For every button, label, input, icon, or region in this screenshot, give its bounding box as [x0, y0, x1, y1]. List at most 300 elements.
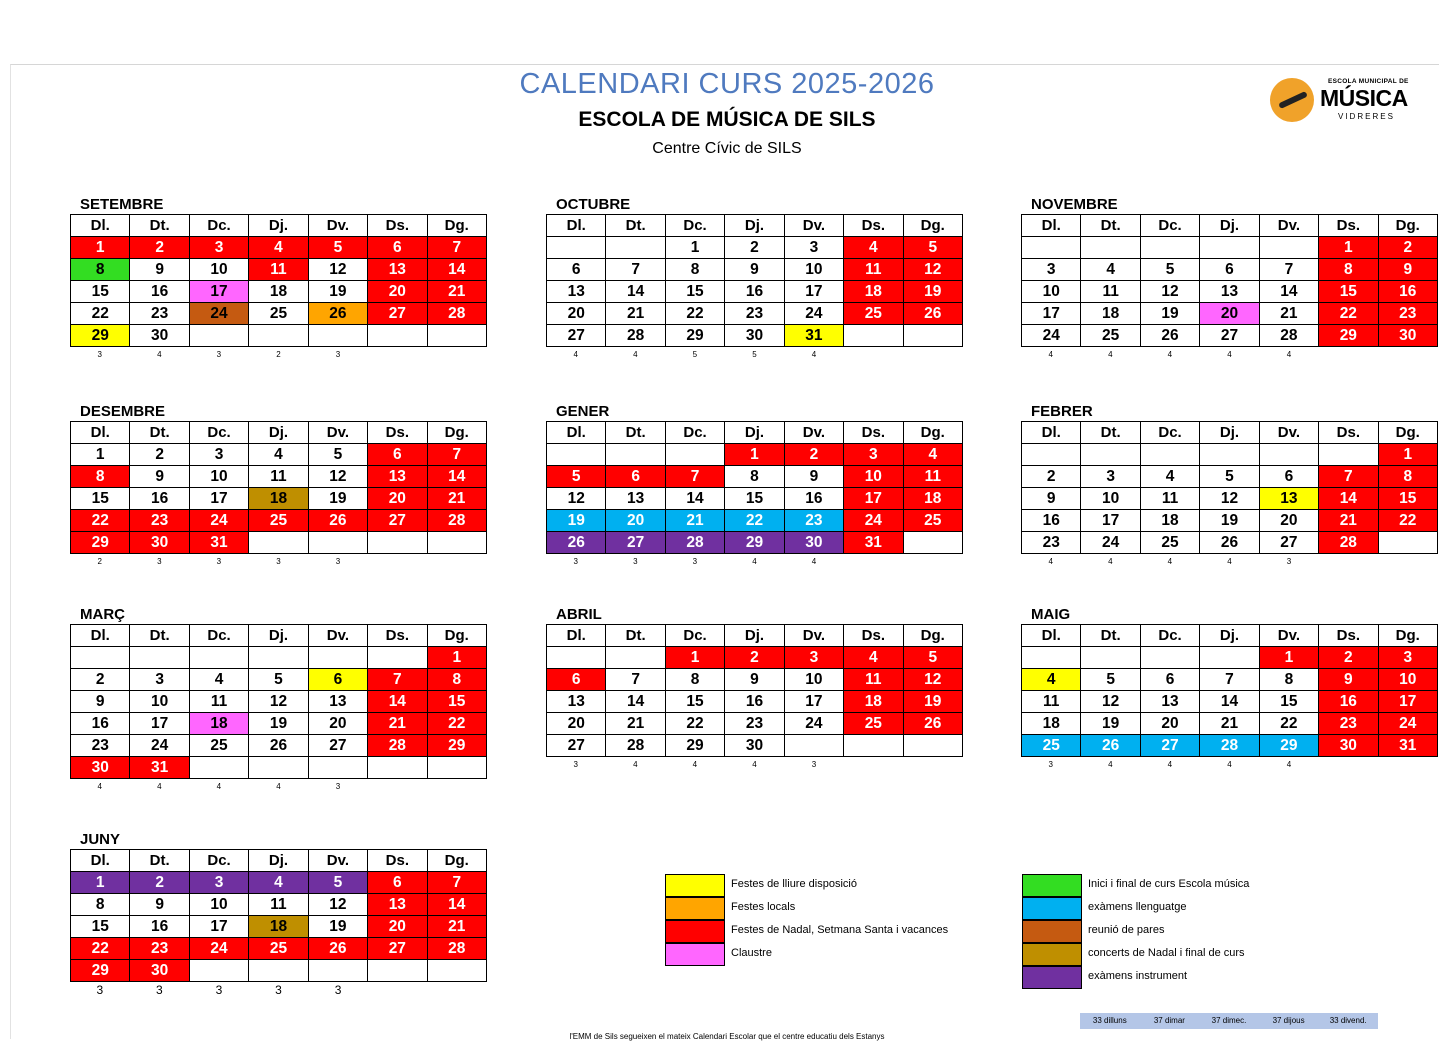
day-cell: 10 [1022, 281, 1081, 303]
day-cell: 24 [1081, 532, 1140, 554]
month-octubre [546, 195, 964, 363]
weekday-header: Dv. [308, 215, 367, 237]
day-cell: 16 [130, 488, 189, 510]
empty-cell [71, 647, 130, 669]
day-cell: 27 [1140, 735, 1199, 757]
week-row [71, 669, 487, 691]
day-cell: 7 [1200, 669, 1259, 691]
weekday-count: 4 [752, 557, 757, 566]
week-row [1022, 281, 1438, 303]
day-cell: 28 [1200, 735, 1259, 757]
day-cell: 7 [427, 237, 486, 259]
day-cell: 24 [130, 735, 189, 757]
day-cell: 23 [725, 303, 784, 325]
weekday-counts [70, 347, 487, 363]
weekday-count [368, 554, 428, 570]
week-row [547, 281, 963, 303]
weekday-header: Dl. [547, 215, 606, 237]
day-cell: 24 [844, 510, 903, 532]
day-cell: 4 [249, 237, 308, 259]
weekday-count [1319, 757, 1379, 773]
week-row [71, 237, 487, 259]
day-cell: 2 [130, 444, 189, 466]
day-cell: 3 [1378, 647, 1437, 669]
weekday-count: 3 [97, 350, 102, 359]
legend-item [1022, 920, 1352, 943]
day-cell: 8 [71, 894, 130, 916]
weekday-header: Dg. [903, 215, 962, 237]
day-cell: 21 [427, 281, 486, 303]
day-cell: 1 [71, 237, 130, 259]
day-cell: 12 [903, 669, 962, 691]
weekday-header: Dj. [249, 625, 308, 647]
month-name: OCTUBRE [556, 196, 631, 213]
empty-cell [1081, 237, 1140, 259]
weekday-totals [1080, 1013, 1378, 1029]
day-cell: 9 [1319, 669, 1378, 691]
legend-item [1022, 943, 1352, 966]
day-cell: 15 [71, 281, 130, 303]
day-cell: 9 [71, 691, 130, 713]
day-cell: 20 [1259, 510, 1318, 532]
legend-item [1022, 966, 1352, 989]
day-cell: 11 [1022, 691, 1081, 713]
day-cell: 9 [1022, 488, 1081, 510]
weekday-count: 2 [276, 350, 281, 359]
week-row [547, 713, 963, 735]
empty-cell [1259, 444, 1318, 466]
day-cell: 6 [308, 669, 367, 691]
day-cell: 20 [368, 916, 427, 938]
day-cell: 27 [308, 735, 367, 757]
empty-cell [903, 532, 962, 554]
day-cell: 12 [308, 894, 367, 916]
legend-swatch [665, 943, 725, 966]
day-cell: 28 [606, 325, 665, 347]
week-row [547, 488, 963, 510]
legend-item [1022, 897, 1352, 920]
logo-line-3: VIDRERES [1338, 112, 1395, 121]
legend-swatch [1022, 897, 1082, 920]
weekday-header: Ds. [368, 625, 427, 647]
day-cell: 20 [368, 488, 427, 510]
month-desembre [70, 402, 488, 570]
weekday-count: 4 [97, 782, 102, 791]
empty-cell [249, 532, 308, 554]
day-cell: 29 [1319, 325, 1378, 347]
month-maig [1021, 605, 1439, 773]
empty-cell [368, 532, 427, 554]
week-row [71, 938, 487, 960]
weekday-count [844, 347, 904, 363]
week-row [1022, 735, 1438, 757]
day-cell: 15 [1319, 281, 1378, 303]
empty-cell [1081, 647, 1140, 669]
weekday-header: Ds. [368, 422, 427, 444]
day-cell: 20 [547, 303, 606, 325]
day-cell: 16 [1378, 281, 1437, 303]
day-cell: 21 [1259, 303, 1318, 325]
week-row [71, 325, 487, 347]
day-cell: 25 [903, 510, 962, 532]
empty-cell [1200, 444, 1259, 466]
day-cell: 5 [308, 237, 367, 259]
week-row [547, 691, 963, 713]
day-cell: 14 [1319, 488, 1378, 510]
day-cell: 14 [427, 259, 486, 281]
weekday-count: 4 [573, 350, 578, 359]
day-cell: 26 [547, 532, 606, 554]
week-row [71, 872, 487, 894]
day-cell: 23 [1319, 713, 1378, 735]
weekday-count: 3 [573, 557, 578, 566]
day-cell: 20 [606, 510, 665, 532]
day-cell: 7 [665, 466, 724, 488]
day-cell: 6 [547, 259, 606, 281]
day-cell: 15 [1259, 691, 1318, 713]
day-cell: 17 [844, 488, 903, 510]
day-cell: 28 [427, 938, 486, 960]
week-row [1022, 691, 1438, 713]
weekday-count: 4 [692, 760, 698, 769]
day-cell: 11 [1140, 488, 1199, 510]
weekday-counts [70, 982, 487, 998]
weekday-header: Dg. [1378, 625, 1437, 647]
weekday-header: Dv. [308, 625, 367, 647]
day-cell: 24 [1378, 713, 1437, 735]
weekday-header: Dj. [249, 850, 308, 872]
week-row [1022, 647, 1438, 669]
weekday-counts [546, 554, 963, 570]
day-cell: 3 [189, 872, 248, 894]
day-cell: 10 [189, 466, 248, 488]
day-cell: 15 [71, 488, 130, 510]
school-logo [1270, 76, 1430, 126]
weekday-header: Ds. [368, 215, 427, 237]
weekday-count [1378, 347, 1438, 363]
empty-cell [368, 960, 427, 982]
day-cell: 1 [71, 444, 130, 466]
empty-cell [1200, 647, 1259, 669]
month-name: NOVEMBRE [1031, 196, 1118, 213]
week-row [1022, 532, 1438, 554]
empty-cell [844, 735, 903, 757]
day-cell: 21 [665, 510, 724, 532]
empty-cell [903, 735, 962, 757]
week-row [1022, 325, 1438, 347]
day-cell: 1 [1319, 237, 1378, 259]
empty-cell [189, 757, 248, 779]
week-row [71, 510, 487, 532]
month-table [1021, 624, 1438, 757]
weekday-total: 33 divend. [1329, 1016, 1367, 1025]
day-cell: 13 [606, 488, 665, 510]
month-febrer [1021, 402, 1439, 570]
empty-cell [903, 325, 962, 347]
day-cell: 29 [427, 735, 486, 757]
day-cell: 18 [844, 281, 903, 303]
weekday-header: Dc. [1140, 215, 1199, 237]
day-cell: 26 [308, 938, 367, 960]
day-cell: 19 [308, 281, 367, 303]
weekday-count [844, 757, 904, 773]
month-table [546, 214, 963, 347]
day-cell: 24 [189, 510, 248, 532]
weekday-count: 4 [1167, 557, 1173, 566]
weekday-count: 4 [157, 350, 162, 359]
logo-line-2: MÚSICA [1320, 85, 1408, 111]
weekday-count [844, 554, 904, 570]
month-table [1021, 421, 1438, 554]
day-cell: 19 [308, 488, 367, 510]
day-cell: 12 [308, 259, 367, 281]
day-cell: 11 [249, 466, 308, 488]
weekday-header: Dv. [308, 422, 367, 444]
school-name: ESCOLA DE MÚSICA DE SILS [578, 108, 876, 131]
weekday-header: Dv. [1259, 422, 1318, 444]
weekday-header: Dl. [71, 850, 130, 872]
day-cell: 21 [368, 713, 427, 735]
day-cell: 22 [1378, 510, 1437, 532]
day-cell: 13 [1200, 281, 1259, 303]
day-cell: 30 [1319, 735, 1378, 757]
weekday-header: Dj. [249, 215, 308, 237]
week-row [547, 510, 963, 532]
day-cell: 30 [784, 532, 843, 554]
day-cell: 26 [1140, 325, 1199, 347]
legend-label: Festes de lliure disposició [731, 878, 857, 890]
day-cell: 23 [130, 510, 189, 532]
day-cell: 13 [368, 259, 427, 281]
day-cell: 17 [1022, 303, 1081, 325]
empty-cell [547, 444, 606, 466]
day-cell: 11 [844, 259, 903, 281]
weekday-header: Dv. [784, 625, 843, 647]
day-cell: 10 [844, 466, 903, 488]
weekday-count [903, 347, 963, 363]
day-cell: 13 [1140, 691, 1199, 713]
day-cell: 2 [130, 237, 189, 259]
day-cell: 6 [368, 872, 427, 894]
day-cell: 19 [547, 510, 606, 532]
day-cell: 18 [1140, 510, 1199, 532]
weekday-counts [546, 347, 963, 363]
week-row [547, 325, 963, 347]
day-cell: 10 [189, 894, 248, 916]
weekday-header: Dv. [1259, 215, 1318, 237]
day-cell: 18 [249, 281, 308, 303]
legend-swatch [1022, 943, 1082, 966]
day-cell: 28 [606, 735, 665, 757]
day-cell: 29 [725, 532, 784, 554]
weekday-header: Dj. [1200, 422, 1259, 444]
empty-cell [1200, 237, 1259, 259]
weekday-count: 4 [752, 760, 757, 769]
day-cell: 18 [249, 488, 308, 510]
legend-label: concerts de Nadal i final de curs [1088, 947, 1245, 959]
day-cell: 20 [547, 713, 606, 735]
week-row [71, 713, 487, 735]
day-cell: 1 [71, 872, 130, 894]
weekday-count: 4 [1167, 760, 1173, 769]
empty-cell [308, 325, 367, 347]
empty-cell [665, 444, 724, 466]
day-cell: 2 [725, 237, 784, 259]
day-cell: 25 [1022, 735, 1081, 757]
day-cell: 17 [189, 916, 248, 938]
week-row [547, 735, 963, 757]
weekday-count: 4 [1227, 557, 1232, 566]
day-cell: 19 [1140, 303, 1199, 325]
empty-cell [368, 325, 427, 347]
day-cell: 5 [1200, 466, 1259, 488]
day-cell: 30 [71, 757, 130, 779]
day-cell: 29 [71, 325, 130, 347]
day-cell: 16 [1022, 510, 1081, 532]
weekday-header: Dt. [1081, 215, 1140, 237]
week-row [71, 691, 487, 713]
weekday-header: Dg. [1378, 422, 1437, 444]
day-cell: 22 [665, 713, 724, 735]
weekday-counts [546, 757, 963, 773]
day-cell: 10 [130, 691, 189, 713]
week-row [71, 916, 487, 938]
day-cell: 30 [1378, 325, 1437, 347]
day-cell: 15 [1378, 488, 1437, 510]
day-cell: 31 [189, 532, 248, 554]
empty-cell [427, 532, 486, 554]
day-cell: 14 [368, 691, 427, 713]
day-cell: 18 [189, 713, 248, 735]
day-cell: 12 [1140, 281, 1199, 303]
week-row [71, 735, 487, 757]
day-cell: 23 [725, 713, 784, 735]
day-cell: 27 [1200, 325, 1259, 347]
day-cell: 5 [249, 669, 308, 691]
day-cell: 14 [427, 466, 486, 488]
week-row [547, 466, 963, 488]
day-cell: 8 [665, 259, 724, 281]
weekday-header: Dt. [1081, 422, 1140, 444]
empty-cell [547, 647, 606, 669]
day-cell: 16 [725, 281, 784, 303]
logo-line-1: ESCOLA MUNICIPAL DE [1328, 78, 1409, 85]
day-cell: 22 [71, 938, 130, 960]
week-row [1022, 303, 1438, 325]
weekday-total: 37 dimec. [1211, 1016, 1247, 1025]
day-cell: 16 [784, 488, 843, 510]
day-cell: 6 [1140, 669, 1199, 691]
day-cell: 28 [427, 303, 486, 325]
day-cell: 27 [606, 532, 665, 554]
weekday-header: Dc. [189, 850, 248, 872]
day-cell: 30 [130, 325, 189, 347]
day-cell: 31 [844, 532, 903, 554]
empty-cell [130, 647, 189, 669]
weekday-count [1378, 554, 1438, 570]
empty-cell [1140, 444, 1199, 466]
week-row [1022, 444, 1438, 466]
weekday-count [903, 757, 963, 773]
day-cell: 9 [784, 466, 843, 488]
day-cell: 10 [189, 259, 248, 281]
weekday-count: 4 [1048, 557, 1053, 566]
week-row [547, 303, 963, 325]
week-row [547, 259, 963, 281]
day-cell: 25 [189, 735, 248, 757]
empty-cell [1081, 444, 1140, 466]
day-cell: 12 [547, 488, 606, 510]
day-cell: 18 [1022, 713, 1081, 735]
weekday-header: Ds. [368, 850, 427, 872]
day-cell: 26 [308, 510, 367, 532]
week-row [547, 669, 963, 691]
empty-cell [1378, 532, 1437, 554]
weekday-header: Dt. [130, 850, 189, 872]
legend-swatch [665, 897, 725, 920]
weekday-count: 5 [752, 350, 757, 359]
day-cell: 27 [368, 303, 427, 325]
weekday-header: Dv. [1259, 625, 1318, 647]
day-cell: 7 [1259, 259, 1318, 281]
weekday-count: 3 [334, 983, 342, 997]
day-cell: 19 [903, 691, 962, 713]
empty-cell [249, 647, 308, 669]
day-cell: 25 [249, 938, 308, 960]
day-cell: 5 [547, 466, 606, 488]
day-cell: 19 [1200, 510, 1259, 532]
weekday-header: Dl. [1022, 625, 1081, 647]
day-cell: 24 [784, 303, 843, 325]
day-cell: 16 [130, 281, 189, 303]
day-cell: 25 [844, 303, 903, 325]
day-cell: 30 [130, 532, 189, 554]
day-cell: 6 [368, 444, 427, 466]
day-cell: 17 [130, 713, 189, 735]
empty-cell [189, 325, 248, 347]
day-cell: 25 [1081, 325, 1140, 347]
weekday-count [427, 554, 487, 570]
day-cell: 21 [606, 303, 665, 325]
legend-item [665, 920, 995, 943]
month-table [70, 421, 487, 554]
legend-label: Festes locals [731, 901, 796, 913]
weekday-count: 4 [276, 782, 281, 791]
empty-cell [1140, 647, 1199, 669]
day-cell: 12 [1081, 691, 1140, 713]
day-cell: 7 [606, 259, 665, 281]
weekday-header: Dc. [665, 625, 724, 647]
day-cell: 13 [368, 894, 427, 916]
day-cell: 5 [1140, 259, 1199, 281]
day-cell: 12 [249, 691, 308, 713]
month-name: SETEMBRE [80, 196, 164, 213]
week-row [1022, 669, 1438, 691]
day-cell: 2 [1022, 466, 1081, 488]
day-cell: 28 [1319, 532, 1378, 554]
week-row [1022, 259, 1438, 281]
week-row [71, 466, 487, 488]
weekday-header: Ds. [844, 422, 903, 444]
week-row [71, 488, 487, 510]
weekday-header: Dl. [71, 422, 130, 444]
weekday-counts [70, 554, 487, 570]
weekday-count [427, 779, 487, 795]
legend-swatch [1022, 874, 1082, 897]
weekday-header: Dl. [1022, 215, 1081, 237]
day-cell: 22 [427, 713, 486, 735]
weekday-header: Dj. [725, 215, 784, 237]
